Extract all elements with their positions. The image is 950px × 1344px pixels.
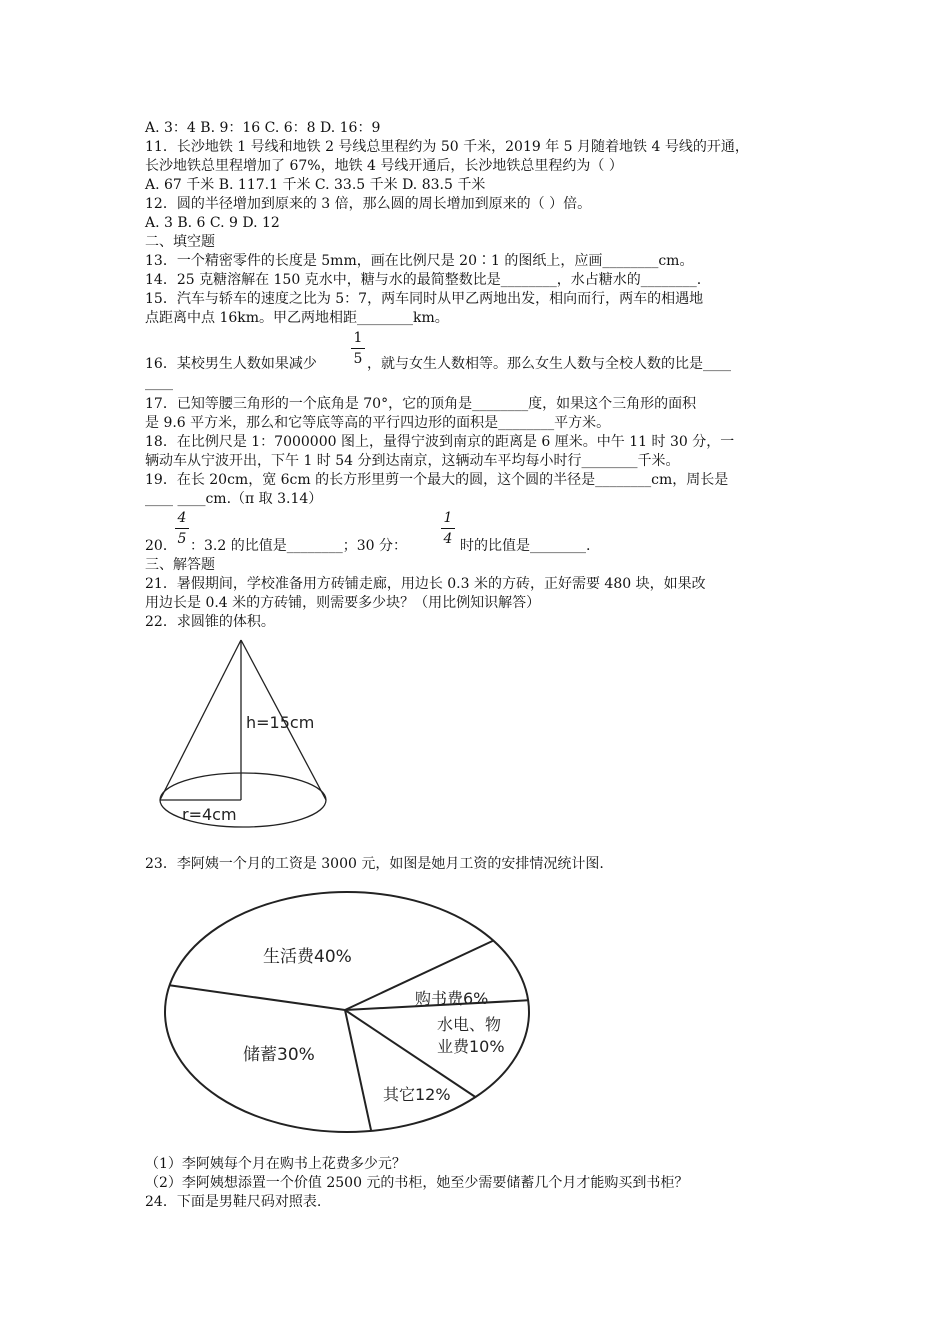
q19-line1: 19．在长 20cm，宽 6cm 的长方形里剪一个最大的圆，这个圆的半径是________cm，周长是 <box>145 472 729 488</box>
fraction-bar <box>441 528 455 529</box>
pie-label-utilities-1: 水电、物 <box>437 1015 502 1034</box>
q20-text-a: 20． <box>145 538 177 554</box>
q20-text-b: ：3.2 的比值是________；30 分： <box>190 538 407 554</box>
pie-label-books: 购书费6% <box>415 989 489 1008</box>
fraction-bar <box>175 528 189 529</box>
q10-options: A. 3：4 B. 9：16 C. 6：8 D. 16：9 <box>145 120 381 136</box>
pie-chart <box>155 888 545 1148</box>
pie-label-utilities-2: 业费10% <box>437 1037 505 1056</box>
q15-line2: 点距离中点 16km。甲乙两地相距________km。 <box>145 310 449 326</box>
fraction-one-fourth <box>441 510 455 547</box>
q17-line2: 是 9.6 平方米，那么和它等底等高的平行四边形的面积是________平方米。 <box>145 415 611 431</box>
q20-text-c: 时的比值是________. <box>460 538 591 554</box>
fraction-denominator: 5 <box>353 351 363 367</box>
fraction-four-fifths <box>175 510 189 547</box>
fraction-numerator: 4 <box>177 510 187 526</box>
q14-text: 14．25 克糖溶解在 150 克水中，糖与水的最简整数比是________，水占糖水的________. <box>145 272 702 288</box>
q16-text-c: ____ <box>145 375 173 391</box>
fraction-one-fifth <box>351 330 365 367</box>
q21-line2: 用边长是 0.4 米的方砖铺，则需要多少块？（用比例知识解答） <box>145 595 541 611</box>
q18-line1: 18．在比例尺是 1：7000000 图上，量得宁波到南京的距离是 6 厘米。中午 11 时 30 分，一 <box>145 434 735 450</box>
q11-line2: 长沙地铁总里程增加了 67%，地铁 4 号线开通后，长沙地铁总里程约为（ ） <box>145 158 623 174</box>
cone-left-edge <box>160 640 241 800</box>
q12-options: A. 3 B. 6 C. 9 D. 12 <box>145 215 280 231</box>
q22-text: 22．求圆锥的体积。 <box>145 614 275 630</box>
pie-label-savings: 储蓄30% <box>243 1045 315 1065</box>
q16-text-b: ，就与女生人数相等。那么女生人数与全校人数的比是____ <box>367 356 731 372</box>
q17-line1: 17．已知等腰三角形的一个底角是 70°，它的顶角是________度，如果这个三角形的面积 <box>145 396 697 412</box>
q12-text: 12．圆的半径增加到原来的 3 倍，那么圆的周长增加到原来的（ ）倍。 <box>145 196 592 212</box>
q15-line1: 15．汽车与轿车的速度之比为 5：7，两车同时从甲乙两地出发，相向而行，两车的相遇地 <box>145 291 704 307</box>
pie-label-living: 生活费40% <box>263 947 352 967</box>
cone-radius-label: r=4cm <box>182 805 237 824</box>
fraction-denominator: 4 <box>443 531 453 547</box>
fraction-numerator: 1 <box>353 330 363 346</box>
q21-line1: 21．暑假期间，学校准备用方砖铺走廊，用边长 0.3 米的方砖，正好需要 480 块，如果改 <box>145 576 706 592</box>
q23-text: 23．李阿姨一个月的工资是 3000 元，如图是她月工资的安排情况统计图. <box>145 856 604 872</box>
fraction-denominator: 5 <box>177 531 187 547</box>
cone-diagram <box>150 632 340 832</box>
fraction-numerator: 1 <box>443 510 453 526</box>
q11-options: A. 67 千米 B. 117.1 千米 C. 33.5 千米 D. 83.5 千米 <box>145 177 486 193</box>
q11-line1: 11．长沙地铁 1 号线和地铁 2 号线总里程约为 50 千米，2019 年 5 月随着地铁 4 号线的开通， <box>145 139 749 155</box>
q19-line2: ____ ____cm.（π 取 3.14） <box>145 491 323 507</box>
q16-text-a: 16．某校男生人数如果减少 <box>145 356 317 372</box>
section-fill-blank-heading: 二、填空题 <box>145 234 215 250</box>
cone-height-label: h=15cm <box>246 713 315 732</box>
pie-label-other: 其它12% <box>383 1085 451 1104</box>
q23-sub2: （2）李阿姨想添置一个价值 2500 元的书柜，她至少需要储蓄几个月才能购买到书柜？ <box>145 1175 689 1191</box>
fraction-bar <box>351 348 365 349</box>
q23-sub1: （1）李阿姨每个月在购书上花费多少元？ <box>145 1156 406 1172</box>
section-answer-heading: 三、解答题 <box>145 557 215 573</box>
q24-text: 24．下面是男鞋尺码对照表. <box>145 1194 322 1210</box>
q13-text: 13．一个精密零件的长度是 5mm，画在比例尺是 20∶1 的图纸上，应画________cm。 <box>145 253 694 269</box>
q18-line2: 辆动车从宁波开出，下午 1 时 54 分到达南京，这辆动车平均每小时行________千米。 <box>145 453 680 469</box>
